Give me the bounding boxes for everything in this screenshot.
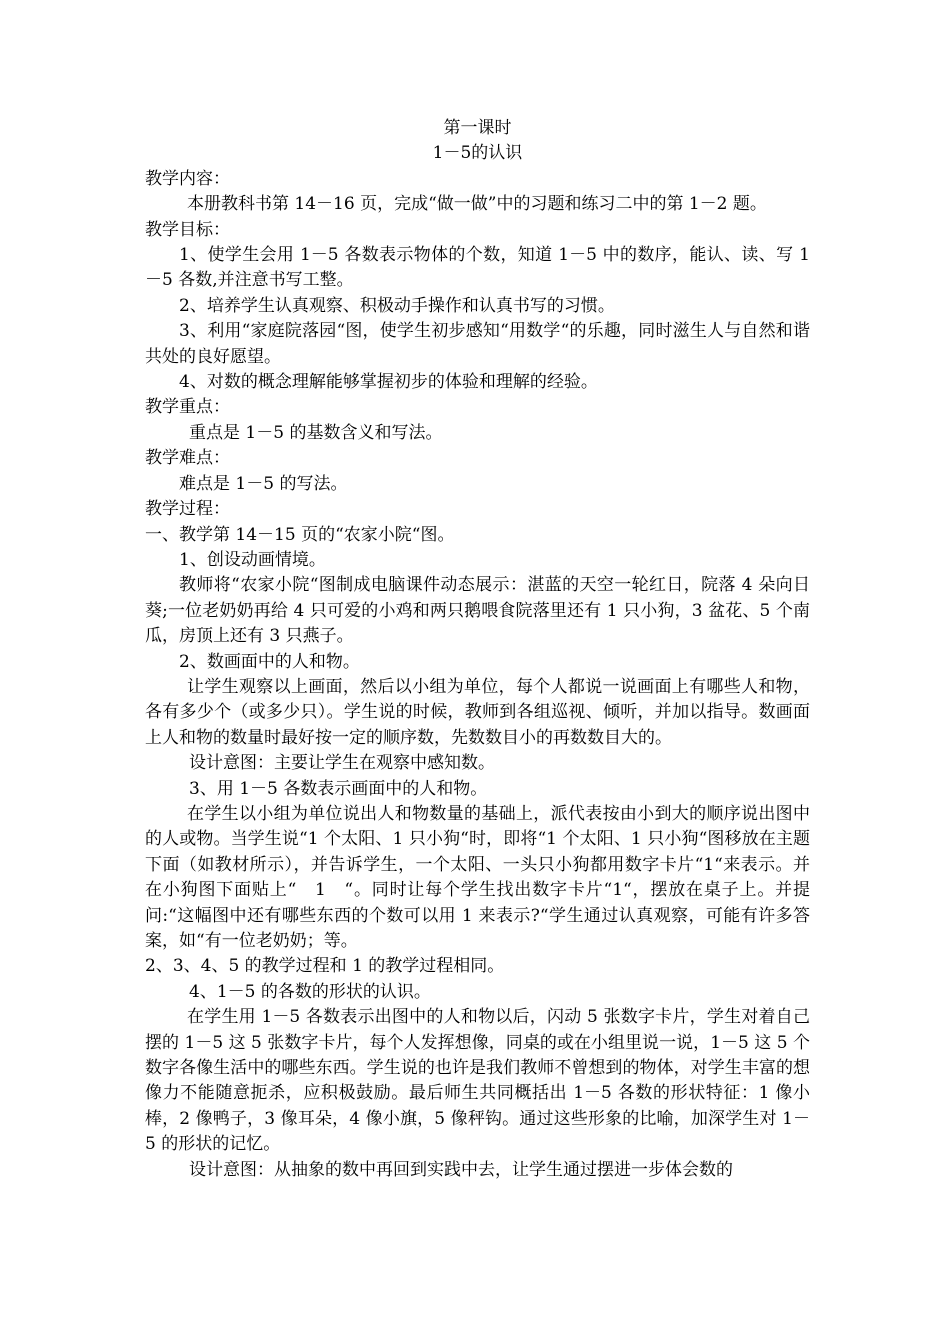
process-part1: 一、教学第 14－15 页的“农家小院“图。 [145,524,455,545]
design-intent-2: 设计意图：从抽象的数中再回到实践中去，让学生通过摆进一步体会数的 [189,1159,733,1180]
step-3-after: 2、3、4、5 的教学过程和 1 的教学过程相同。 [145,956,505,977]
key-text: 重点是 1－5 的基数含义和写法。 [189,422,443,443]
lesson-subtitle: 1－5的认识 [432,143,523,164]
design-intent-1: 设计意图：主要让学生在观察中感知数。 [189,753,495,774]
goals-heading: 教学目标： [145,219,230,240]
goal-item: 3、利用“家庭院落园“图，使学生初步感知“用数学“的乐趣，同时滋生人与自然和谐共处的良好愿望。 [145,321,810,367]
key-heading: 教学重点： [145,397,230,418]
step-1-heading: 1、创设动画情境。 [179,549,326,570]
document-page [145,116,810,1183]
step-3-text: 在学生以小组为单位说出人和物数量的基础上，派代表按由小到大的顺序说出图中的人或物。当学生说“1 个太阳、1 只小狗“时，即将“1 个太阳、1 只小狗“图移放在主题下面（如教材所示），并告诉学生，一个太阳、一头只小狗都用数字卡片“1“来表示。并在小狗图下面贴上“ 1 “。同时让每个学生找出数字卡片“1“，摆放在桌子上。并提问:“这幅图中还有哪些东西的个数可以用 1 来表示?“学生通过认真观察，可能有许多答案，如“有一位老奶奶；等。 [145,803,810,951]
goal-item: 2、培养学生认真观察、积极动手操作和认真书写的习惯。 [179,295,615,316]
goal-item: 4、对数的概念理解能够掌握初步的体验和理解的经验。 [179,372,598,393]
goal-item: 1、使学生会用 1－5 各数表示物体的个数，知道 1－5 中的数序，能认、读、写 1－5 各数,并注意书写工整。 [145,245,810,291]
step-3-heading: 3、用 1－5 各数表示画面中的人和物。 [189,778,488,799]
lesson-title: 第一课时 [443,118,512,138]
step-2-heading: 2、数画面中的人和物。 [179,651,360,672]
content-text: 本册教科书第 14－16 页，完成“做一做”中的习题和练习二中的第 1－2 题。 [187,194,767,215]
step-2-text: 让学生观察以上画面，然后以小组为单位，每个人都说一说画面上有哪些人和物，各有多少个（或多少只）。学生说的时候，教师到各组巡视、倾听，并加以指导。数画面上人和物的数量时最好按一定的顺序数，先数数目小的再数数目大的。 [145,676,810,748]
step-1-text: 教师将“农家小院“图制成电脑课件动态展示：湛蓝的天空一轮红日，院落 4 朵向日葵;一位老奶奶再给 4 只可爱的小鸡和两只鹅喂食院落里还有 1 只小狗，3 盆花、5 个南瓜，房顶上还有 3 只燕子。 [145,575,810,647]
content-heading: 教学内容： [145,168,230,189]
difficult-heading: 教学难点： [145,448,230,469]
process-heading: 教学过程： [145,499,230,520]
step-4-heading: 4、1－5 的各数的形状的认识。 [189,981,431,1002]
step-4-text: 在学生用 1－5 各数表示出图中的人和物以后，闪动 5 张数字卡片，学生对着自己摆的 1－5 这 5 张数字卡片，每个人发挥想像，同桌的或在小组里说一说，1－5 这 5 个数字各像生活中的哪些东西。学生说的也许是我们教师不曾想到的物体，对学生丰富的想像力不能随意扼杀，应积极鼓励。最后师生共同概括出 1－5 各数的形状特征：1 像小棒，2 像鸭子，3 像耳朵，4 像小旗，5 像秤钩。通过这些形象的比喻，加深学生对 1－5 的形状的记忆。 [145,1007,810,1155]
difficult-text: 难点是 1－5 的写法。 [179,473,348,494]
